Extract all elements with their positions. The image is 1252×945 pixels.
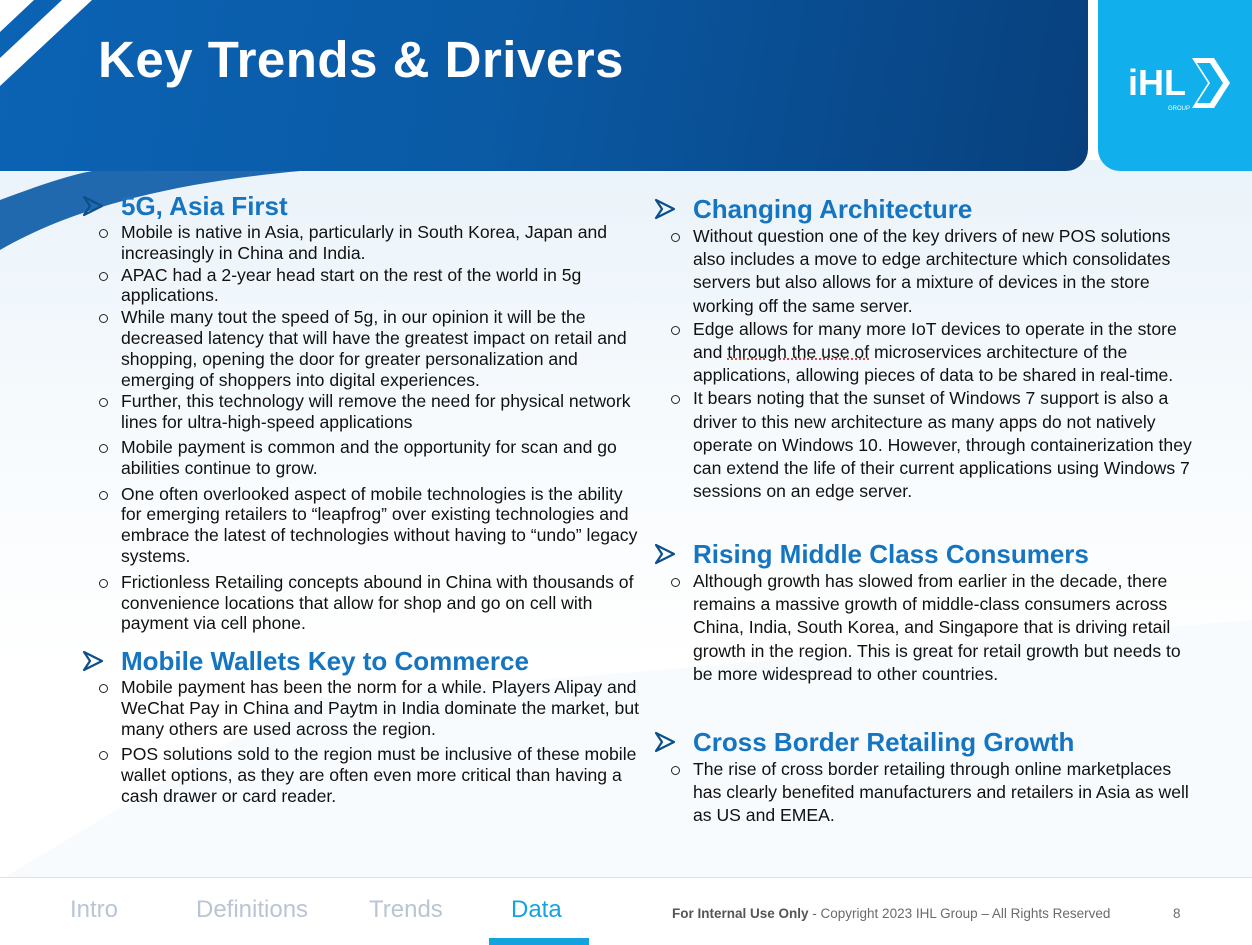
- svg-text:GROUP: GROUP: [1168, 106, 1191, 112]
- arrow-bullet-icon: [82, 650, 104, 672]
- arrow-bullet-icon: [654, 198, 676, 220]
- list-item: POS solutions sold to the region must be inclusive of these mobile wallet options, as they are often even more critical than having a cash drawer or card reader.: [82, 744, 642, 806]
- list-item: The rise of cross border retailing through online marketplaces has clearly benefited manufacturers and retailers in Asia as well as US and EMEA.: [654, 758, 1199, 828]
- list-item: Mobile payment has been the norm for a while. Players Alipay and WeChat Pay in China and Paytm in India dominate the market, but many others are used across the region.: [82, 677, 642, 739]
- bullet-list: [654, 225, 1199, 503]
- active-tab-indicator: [489, 938, 589, 945]
- spellcheck-flagged-text: through the use of: [727, 342, 870, 363]
- section-heading: Mobile Wallets Key to Commerce: [121, 645, 529, 676]
- list-item-text: microservices architecture of the applications, allowing pieces of data to be shared in real-time.: [693, 342, 1174, 386]
- list-item-text: Edge allows for many more IoT devices to operate in the store and: [693, 318, 1177, 363]
- bullet-list: [654, 758, 1199, 828]
- section-heading: Rising Middle Class Consumers: [693, 538, 1089, 569]
- ihl-logo-panel: [1098, 0, 1252, 171]
- bullet-list: [82, 222, 642, 634]
- tab-data[interactable]: Data: [511, 896, 562, 923]
- section-heading-row: [654, 193, 1199, 225]
- section-5g-asia-first: [82, 190, 642, 635]
- section-heading: Cross Border Retailing Growth: [693, 726, 1075, 757]
- tab-intro[interactable]: Intro: [70, 896, 119, 923]
- arrow-bullet-icon: [82, 195, 104, 217]
- ihl-logo: [1098, 0, 1252, 171]
- section-heading: 5G, Asia First: [121, 190, 288, 221]
- list-item: APAC had a 2-year head start on the rest of the world in 5g applications.: [82, 265, 642, 307]
- svg-text:iHL: iHL: [1128, 62, 1186, 103]
- section-changing-architecture: [654, 193, 1199, 503]
- section-cross-border: [654, 726, 1199, 828]
- bullet-list: [82, 677, 642, 807]
- list-item: Mobile is native in Asia, particularly in South Korea, Japan and increasingly in China and India.: [82, 222, 642, 264]
- page-number: 8: [1173, 906, 1181, 921]
- tab-definitions[interactable]: Definitions: [196, 896, 309, 923]
- list-item: One often overlooked aspect of mobile technologies is the ability for emerging retailers to “leapfrog” over existing technologies and embrace the latest of technologies without having to “undo” legacy systems.: [82, 484, 642, 567]
- section-mobile-wallets: [82, 645, 642, 808]
- copyright-notice: [672, 906, 1110, 921]
- list-item: While many tout the speed of 5g, in our opinion it will be the decreased latency that will have the greatest impact on retail and shopping, opening the door for greater personalization and emerging of shoppers into digital experiences.: [82, 307, 642, 390]
- list-item: [654, 318, 1199, 388]
- bullet-list: [654, 570, 1199, 686]
- footer-nav: [0, 878, 1252, 945]
- section-heading-row: [654, 538, 1199, 570]
- copyright-text: - Copyright 2023 IHL Group – All Rights Reserved: [808, 906, 1111, 921]
- list-item: Further, this technology will remove the need for physical network lines for ultra-high-speed applications: [82, 391, 642, 433]
- section-heading: Changing Architecture: [693, 193, 973, 224]
- list-item: Frictionless Retailing concepts abound in China with thousands of convenience locations that allow for shop and go on cell with payment via cell phone.: [82, 572, 642, 634]
- list-item: Without question one of the key drivers of new POS solutions also includes a move to edge architecture which consolidates servers but also allows for a mixture of devices in the store working off the same server.: [654, 225, 1199, 318]
- corner-stripe: [0, 0, 95, 90]
- arrow-bullet-icon: [654, 731, 676, 753]
- slide-title: Key Trends & Drivers: [98, 31, 624, 88]
- section-heading-row: [82, 645, 642, 677]
- copyright-bold: For Internal Use Only: [672, 906, 809, 921]
- list-item: Mobile payment is common and the opportunity for scan and go abilities continue to grow.: [82, 437, 642, 479]
- section-heading-row: [82, 190, 642, 222]
- tab-trends[interactable]: Trends: [369, 896, 443, 923]
- arrow-bullet-icon: [654, 543, 676, 565]
- list-item: It bears noting that the sunset of Windows 7 support is also a driver to this new architecture as many apps do not natively operate on Windows 10. However, through containerization they can extend the life of their current applications using Windows 7 sessions on an edge server.: [654, 387, 1199, 503]
- section-rising-middle-class: [654, 538, 1199, 686]
- list-item: Although growth has slowed from earlier in the decade, there remains a massive growth of middle-class consumers across China, India, South Korea, and Singapore that is driving retail growth in the region. This is great for retail growth but needs to be more widespread to other countries.: [654, 570, 1199, 686]
- section-heading-row: [654, 726, 1199, 758]
